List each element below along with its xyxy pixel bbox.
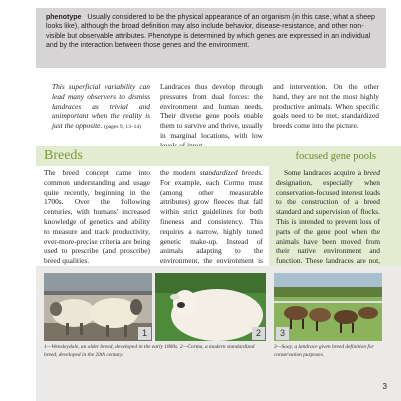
body-col2-text-a: the modern: [160, 168, 200, 177]
pull-quote-cite: (pages 9, 13–14): [104, 124, 141, 131]
page-number: 3: [382, 382, 387, 391]
photo-corma: [155, 273, 266, 341]
body-col2-text-b: . For example, each Cormo must (among other measurable attributes) grow fleeces that fall within strict guidelines for both fineness and consistency. This requires a narrow, highly tuned genetic make-up. Instead of animals adapting to the environment, the environment is: [160, 168, 263, 266]
body-col1-paragraph-1: The breed concept came into common understanding and usage quite recently, beginning in the 1700s. Over the following centuries, with humans' increased knowledge of genetics and ability to measure and track productivity, ever-more-precise criteria are being used to prescribe (and proscribe) breed qualities.: [44, 168, 150, 266]
pull-quote: [52, 82, 150, 133]
body-column-1: [44, 168, 150, 276]
glossary-term: phenotype: [46, 14, 82, 21]
body-column-3: [276, 168, 380, 276]
body-col3-text-a: Some landraces acquire a: [284, 168, 364, 177]
top-column-3: and intervention. On the other hand, they are not the most highly productive animals. When specific goals need to be met, standardized breeds come into the picture.: [273, 82, 379, 131]
photo-2-number: 2: [252, 327, 265, 340]
section-title: Breeds: [44, 148, 83, 163]
body-col2-emphasis: standardized breeds: [199, 168, 262, 177]
photo-wensleydale: [44, 273, 152, 341]
photo-soay: [274, 273, 382, 341]
photo-3-number: 3: [276, 327, 289, 340]
caption-photos-1-2: 1—Wensleydale, an older breed, developed in the early 1800s. 2—Corma, a modern standardized breed, developed in the 20th century.: [44, 344, 255, 358]
glossary-definition: Usually considered to be the physical appearance of an organism (in this case, what a sheep looks like), although the broad definition may also include behavior, disease-resistance, and other non-visible but observable attributes. Phenotype is determined by which genes are expressed in an individual and by the interaction between those genes and the environment.: [46, 14, 375, 50]
pull-quote-text: This superficial variability can lead many observers to dismiss landraces as trivial and unimportant when the reality is just the opposite.: [52, 82, 150, 131]
glossary-box: [36, 8, 386, 68]
section-subtitle: focused gene pools: [295, 151, 376, 162]
body-col3-text-b: designation, especially when conservation-focused interest leads to the construction of a breed standard and supervision of flocks. This is intended to prevent loss of parts of the gene pool when the animals have been moved from their native environment and function. These landraces are not,: [276, 177, 380, 266]
top-column-2: Landraces thus develop through pressures from dual forces: the environment and human needs. Their diverse gene pools enable them to survive and thrive, usually in marginal locations, with low: [160, 82, 263, 140]
body-col3-emphasis: breed: [363, 168, 380, 177]
photo-1-number: 1: [138, 327, 151, 340]
caption-photo-3: 3—Soay, a landrace given breed definition for conservation purposes.: [274, 344, 374, 358]
